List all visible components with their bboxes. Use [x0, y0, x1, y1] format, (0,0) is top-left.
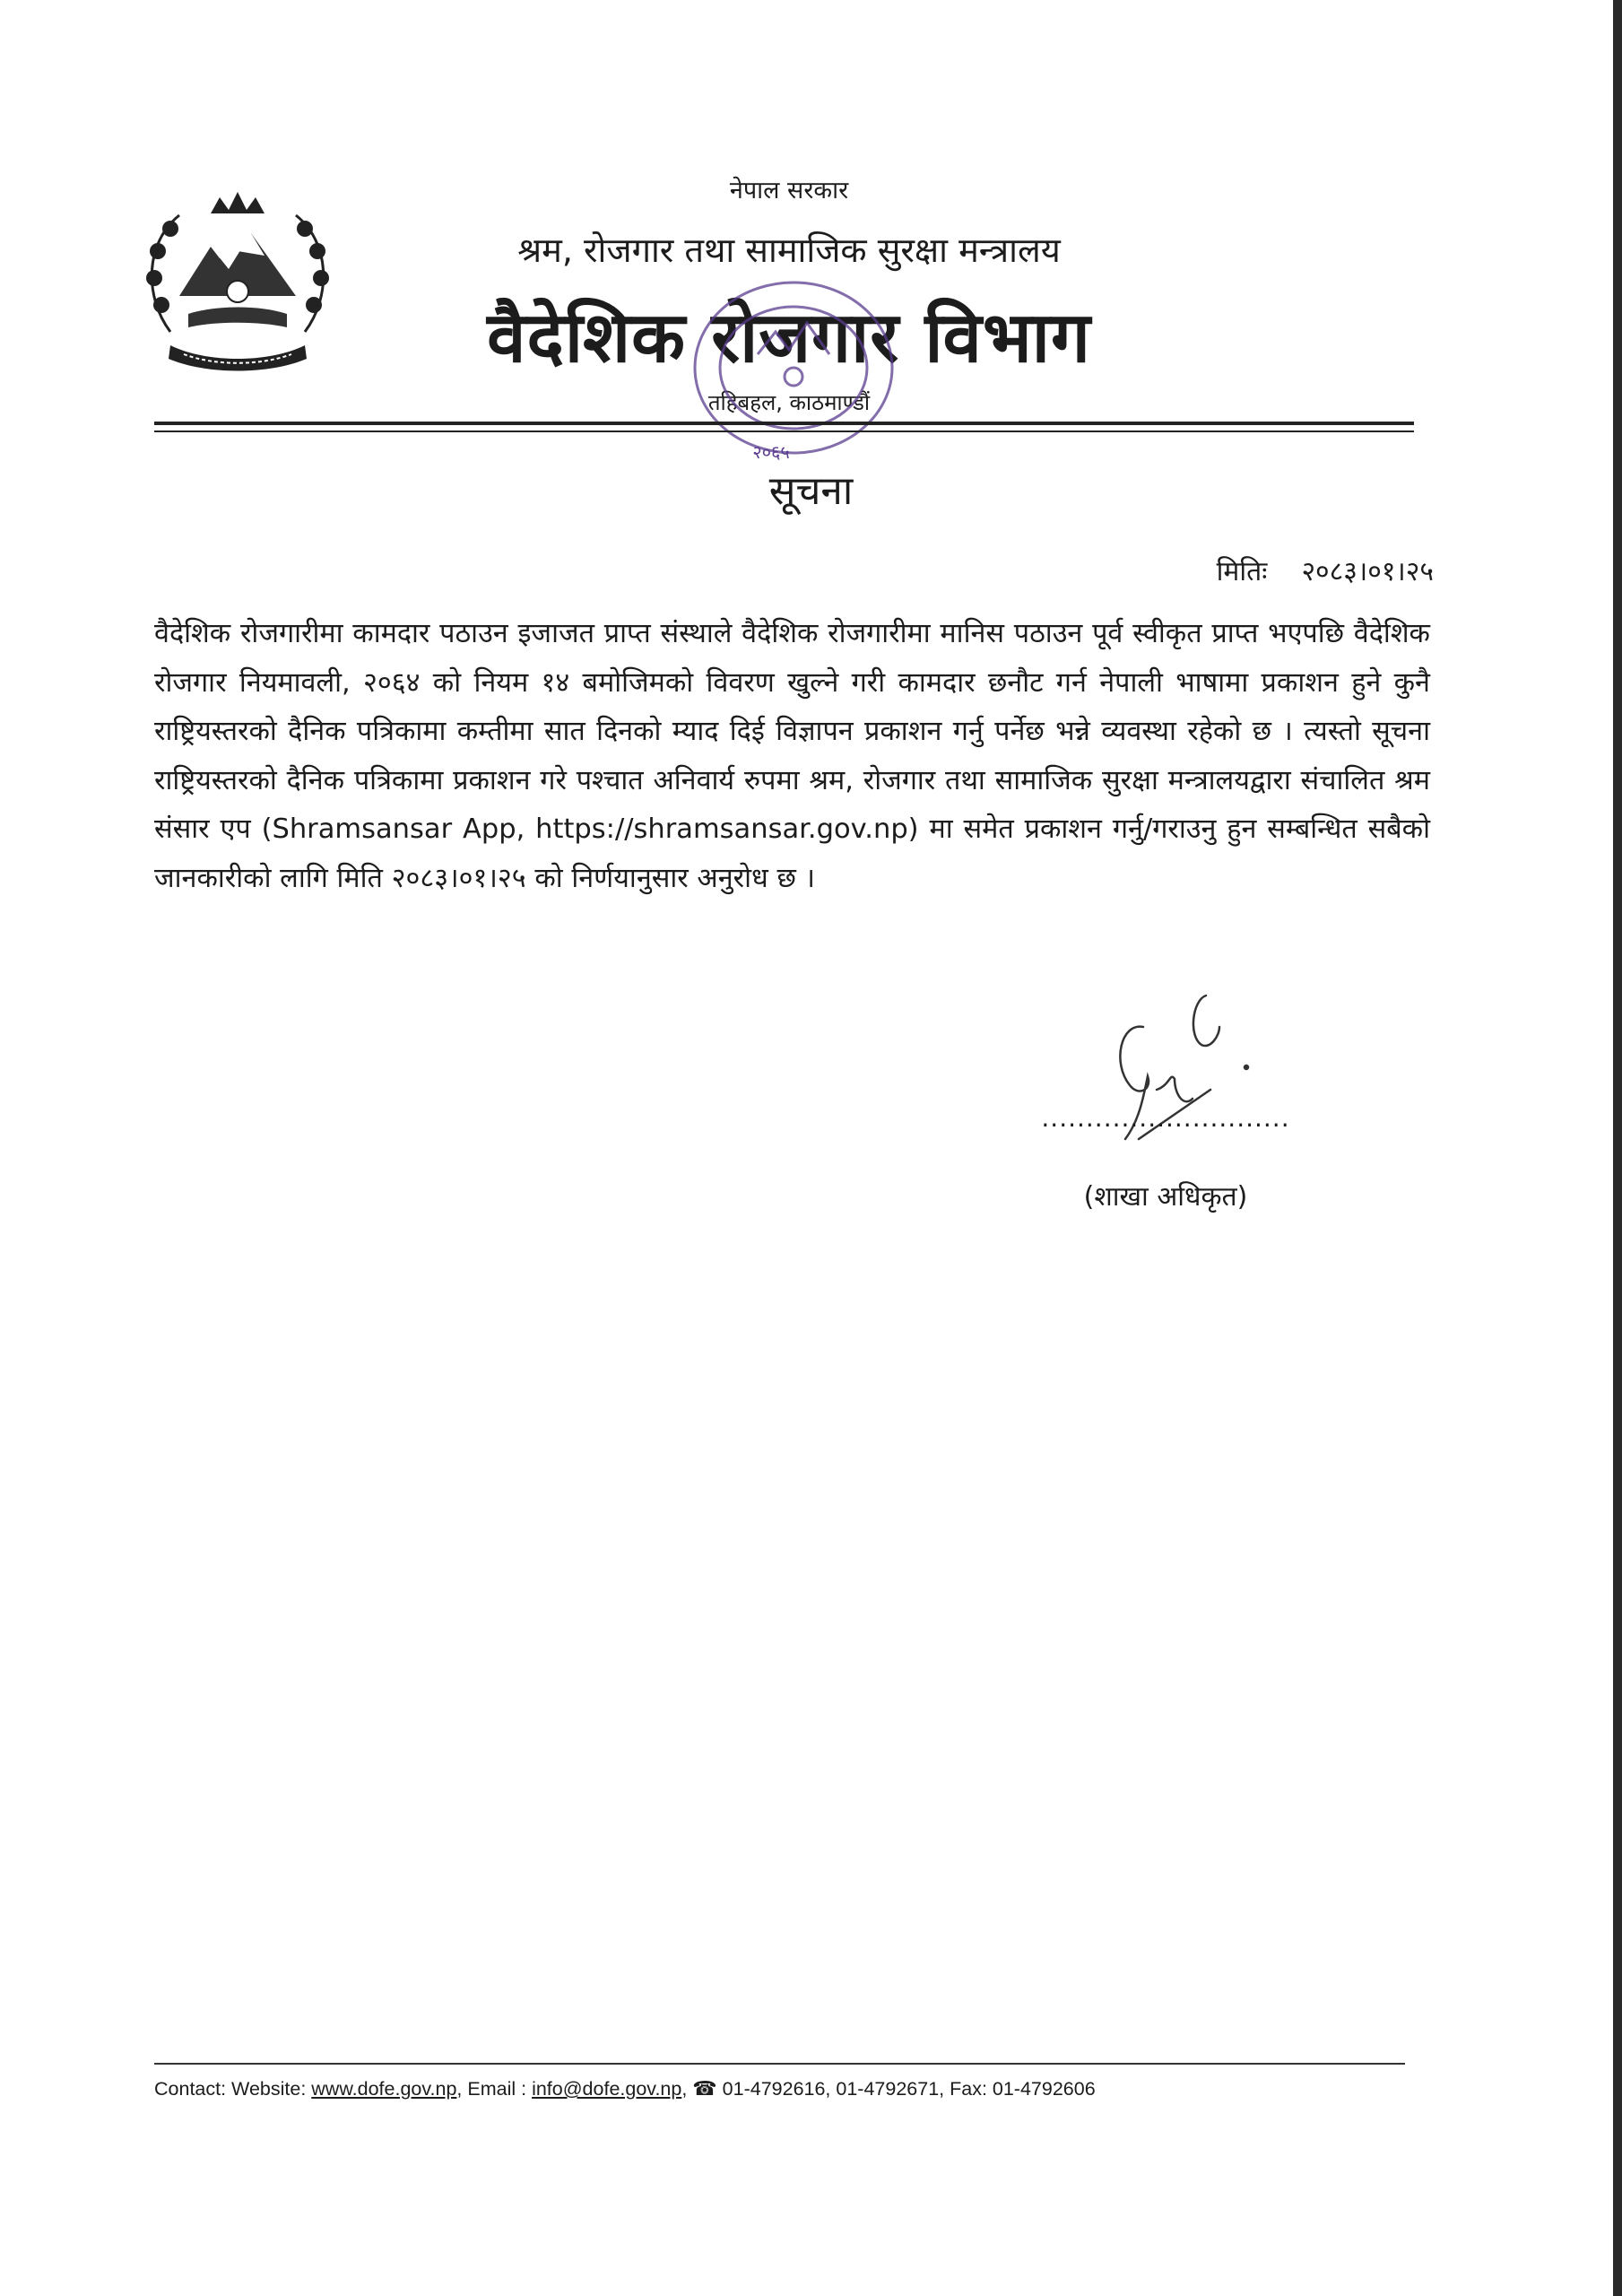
- department-name: वैदेशिक रोजगार विभाग: [487, 298, 1091, 378]
- header-rule: [154, 422, 1414, 425]
- page-edge: [1613, 0, 1622, 2296]
- footer-rule: [154, 2063, 1405, 2065]
- date-label: मितिः: [1216, 556, 1268, 587]
- notice-title: सूचना: [768, 468, 854, 514]
- office-location: तहिबहल, काठमाण्डौं: [707, 390, 871, 415]
- phone-numbers: 01-4792616, 01-4792671, Fax: 01-4792606: [716, 2078, 1096, 2100]
- footer-prefix: Contact: Website:: [154, 2078, 312, 2100]
- notice-date: [1217, 552, 1434, 588]
- stamp-year: २०६५: [752, 441, 790, 463]
- government-name: नेपाल सरकार: [729, 177, 849, 204]
- header-rule-thin: [154, 430, 1414, 432]
- date-value: २०८३।०१।२५: [1301, 556, 1434, 587]
- signatory-designation: (शाखा अधिकृत): [1083, 1181, 1248, 1213]
- contact-footer: Contact: Website: www.dofe.gov.np, Email : info@dofe.gov.np, ☎ 01-4792616, 01-4792671, Fax: 01-4792606: [154, 2077, 1096, 2100]
- nepal-government-emblem-icon: [134, 179, 341, 381]
- notice-body: वैदेशिक रोजगारीमा कामदार पठाउन इजाजत प्राप्त संस्थाले वैदेशिक रोजगारीमा मानिस पठाउन पूर्व स्वीकृत प्राप्त भएपछि वैदेशिक रोजगार नियमावली, २०६४ को नियम १४ बमोजिमको विवरण खुल्ने गरी कामदार छनौट गर्न नेपाली भाषामा प्रकाशन हुने कुनै राष्ट्रियस्तरको दैनिक पत्रिकामा कम्तीमा सात दिनको म्याद दिई विज्ञापन प्रकाशन गर्नु पर्नेछ भन्ने व्यवस्था रहेको छ । त्यस्तो सूचना राष्ट्रियस्तरको दैनिक पत्रिकामा प्रकाशन गरे पश्चात अनिवार्य रुपमा श्रम, रोजगार तथा सामाजिक सुरक्षा मन्त्रालयद्वारा संचालित श्रम संसार एप (Shramsansar App, https://shramsansar.gov.np) मा समेत प्रकाशन गर्नु/गराउनु हुन सम्बन्धित सबैको जानकारीको लागि मिति २०८३।०१।२५ को निर्णयानुसार अनुरोध छ ।: [154, 618, 1430, 894]
- email-link[interactable]: info@dofe.gov.np: [532, 2078, 682, 2100]
- ministry-name: श्रम, रोजगार तथा सामाजिक सुरक्षा मन्त्रालय: [517, 230, 1061, 270]
- telephone-icon: ☎: [692, 2077, 717, 2100]
- signature-line: ............................: [1041, 1103, 1290, 1133]
- website-link[interactable]: www.dofe.gov.np: [311, 2078, 457, 2100]
- email-label: , Email :: [456, 2078, 533, 2100]
